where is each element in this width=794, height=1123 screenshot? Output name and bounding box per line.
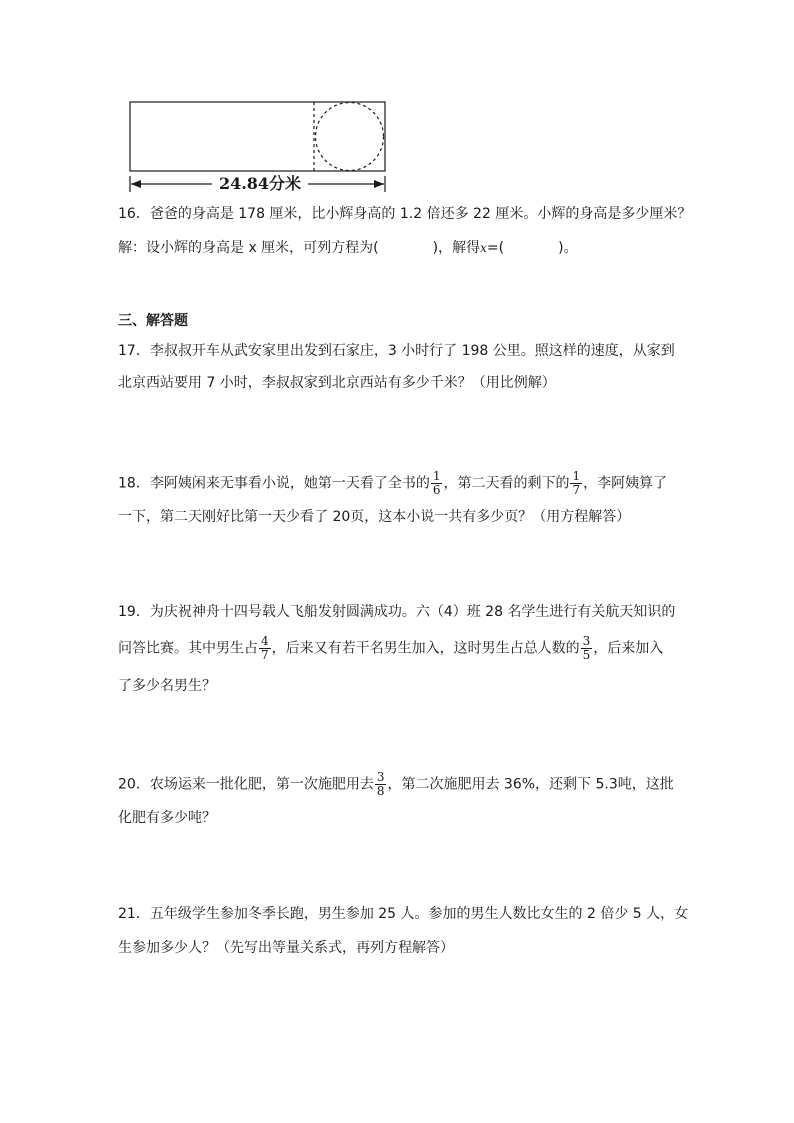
fraction-numerator: 4: [261, 634, 269, 648]
q20-text-a: 20．农场运来一批化肥，第一次施肥用去: [118, 776, 374, 793]
q21-line1: 21．五年级学生参加冬季长跑，男生参加 25 人。参加的男生人数比女生的 2 倍少 5 人，女: [118, 906, 689, 922]
q16-line2-text-c: =(: [486, 240, 505, 256]
q19-line2: [118, 635, 663, 662]
fraction-numerator: 1: [432, 469, 441, 483]
fraction: [570, 470, 582, 497]
q19-line3: 了多少名男生？: [118, 678, 216, 694]
q20-line2: 化肥有多少吨？: [118, 810, 216, 826]
arrowhead-left: [131, 180, 141, 188]
dimension-label: 24.84分米: [212, 174, 308, 194]
q19-text-b: ，后来又有若干名男生加入，这时男生占总人数的: [271, 640, 580, 657]
fraction-numerator: 1: [572, 469, 581, 483]
q17-line2: 北京西站要用 7 小时，李叔叔家到北京西站有多少千米？（用比例解）: [118, 375, 556, 391]
q21-line2: 生参加多少人？（先写出等量关系式，再列方程解答）: [118, 940, 454, 956]
fraction-denominator: 7: [261, 648, 269, 662]
fraction-denominator: 6: [432, 483, 441, 497]
fraction: [431, 470, 443, 497]
q18-text-a: 18．李阿姨闲来无事看小说，她第一天看了全书的: [118, 475, 430, 492]
q20-line1: [118, 771, 674, 798]
q18-line1: [118, 470, 667, 497]
arrowhead-right: [374, 180, 384, 188]
q19-text-c: ，后来加入: [593, 640, 664, 657]
q16-line1: 16．爸爸的身高是 178 厘米，比小辉身高的 1.2 倍还多 22 厘米。小辉的身高是多少厘米？: [118, 206, 692, 222]
fraction-denominator: 8: [376, 784, 385, 798]
fraction-denominator: 7: [572, 483, 581, 497]
dashed-circle: [316, 103, 384, 171]
variable-x: x: [480, 241, 487, 255]
q18-text-b: ，第二天看的剩下的: [443, 475, 570, 492]
fraction: [581, 635, 593, 662]
q16-line2-text-a: 解：设小辉的身高是 x 厘米，可列方程为(: [118, 240, 379, 256]
q16-line2: [118, 238, 578, 258]
fraction-numerator: 3: [376, 770, 385, 784]
fraction-numerator: 3: [582, 634, 591, 648]
fraction-denominator: 5: [582, 648, 591, 662]
q18-line2: 一下，第二天刚好比第一天少看了 20页，这本小说一共有多少页？（用方程解答）: [118, 509, 631, 525]
q19-line1: 19．为庆祝神舟十四号载人飞船发射圆满成功。六（4）班 28 名学生进行有关航天知识的: [118, 604, 676, 620]
q16-line2-text-b: )，解得: [432, 240, 481, 256]
q16-line2-text-d: )。: [558, 240, 578, 256]
q20-text-b: ，第二次施肥用去 36%，还剩下 5.3吨，这批: [387, 776, 674, 793]
outer-rectangle: [130, 102, 385, 171]
rectangle-figure: [125, 100, 395, 200]
q19-text-a: 问答比赛。其中男生占: [118, 640, 258, 657]
section-title: 三、解答题: [118, 313, 188, 329]
fraction: [375, 771, 387, 798]
q17-line1: 17．李叔叔开车从武安家里出发到石家庄，3 小时行了 198 公里。照这样的速度，从家到: [118, 343, 675, 359]
q18-text-c: ，李阿姨算了: [583, 475, 668, 492]
fraction: [259, 635, 271, 662]
